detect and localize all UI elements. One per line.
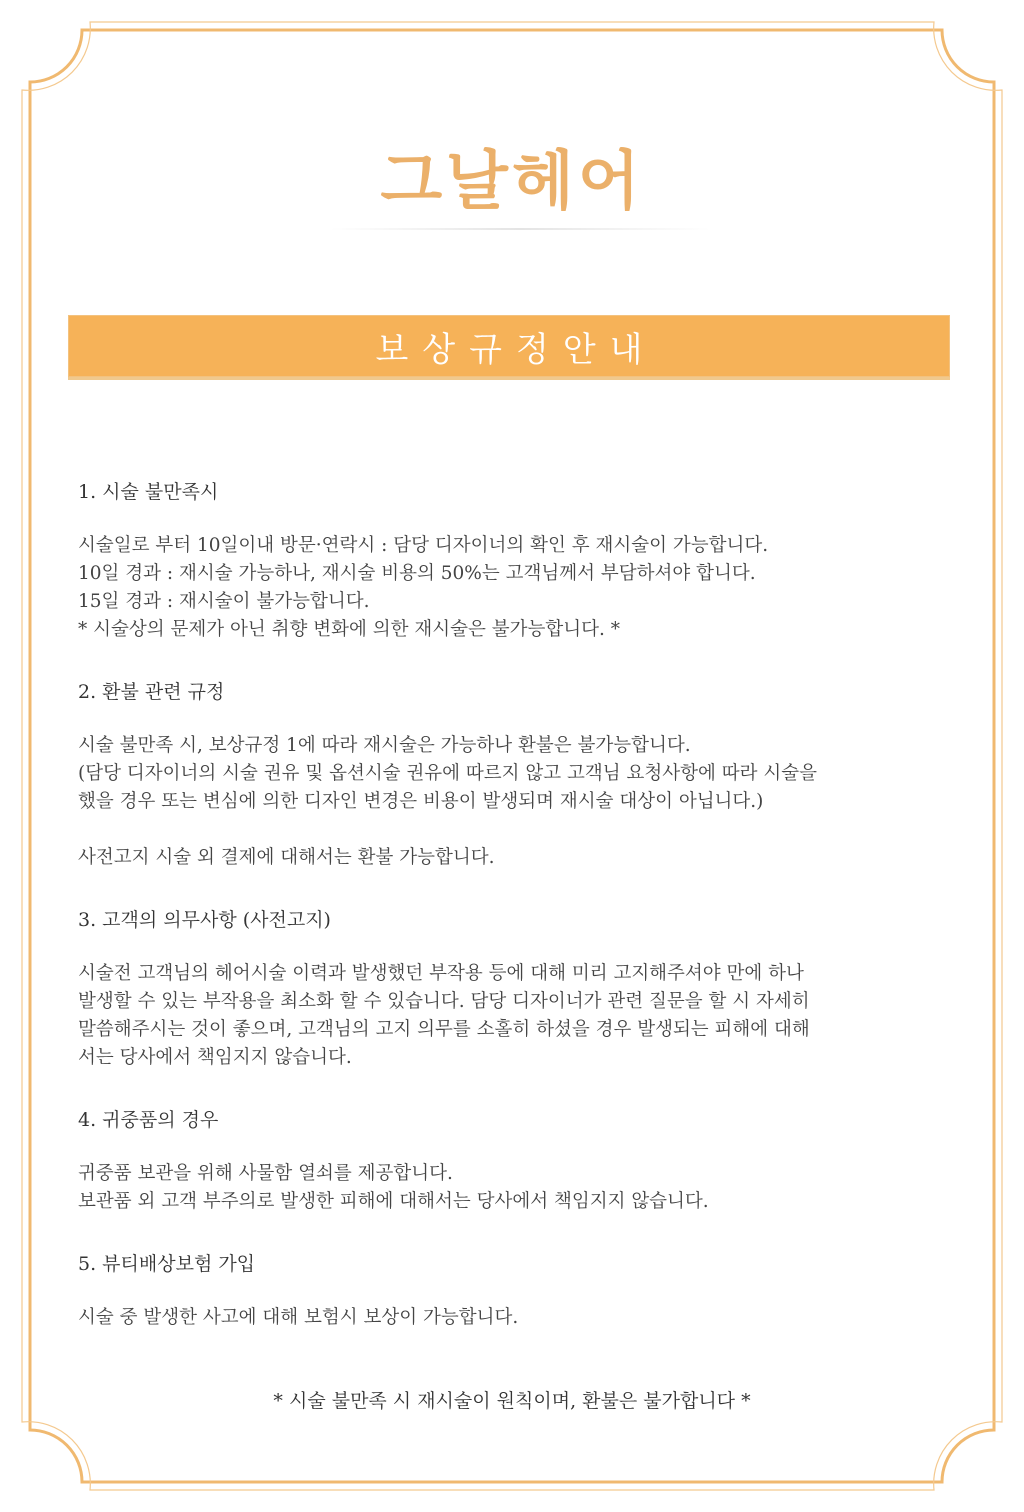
section-line: 했을 경우 또는 변심에 의한 디자인 변경은 비용이 발생되며 재시술 대상이 아닙니다.) xyxy=(78,791,764,812)
section-customer-duty xyxy=(78,906,958,1072)
footer-note: * 시술 불만족 시 재시술이 원칙이며, 환불은 불가합니다 * xyxy=(273,1390,751,1412)
section-line: 시술일로 부터 10일이내 방문·연락시 : 담당 디자이너의 확인 후 재시술이 가능합니다. xyxy=(78,535,769,556)
section-title: 2. 환불 관련 규정 xyxy=(78,681,225,703)
section-valuables xyxy=(78,1106,958,1216)
section-dissatisfaction xyxy=(78,478,958,644)
logo-underline xyxy=(330,228,710,230)
section-line: 서는 당사에서 책임지지 않습니다. xyxy=(78,1047,352,1068)
section-insurance xyxy=(78,1250,958,1332)
policy-content xyxy=(78,478,958,1366)
section-refund xyxy=(78,678,958,872)
page-title: 보상규정안내 xyxy=(375,329,657,370)
section-title: 4. 귀중품의 경우 xyxy=(78,1109,219,1131)
section-line: 말씀해주시는 것이 좋으며, 고객님의 고지 의무를 소홀히 하셨을 경우 발생되는 피해에 대해 xyxy=(78,1019,810,1040)
section-line: 시술 불만족 시, 보상규정 1에 따라 재시술은 가능하나 환불은 불가능합니다. xyxy=(78,735,691,756)
section-line: 10일 경과 : 재시술 가능하나, 재시술 비용의 50%는 고객님께서 부담하셔야 합니다. xyxy=(78,563,756,584)
section-line: 시술전 고객님의 헤어시술 이력과 발생했던 부작용 등에 대해 미리 고지해주셔야 만에 하나 xyxy=(78,963,804,984)
section-line: * 시술상의 문제가 아닌 취향 변화에 의한 재시술은 불가능합니다. * xyxy=(78,619,620,640)
title-banner xyxy=(68,315,950,380)
section-line: 보관품 외 고객 부주의로 발생한 피해에 대해서는 당사에서 책임지지 않습니다. xyxy=(78,1191,709,1212)
section-line: 시술 중 발생한 사고에 대해 보험시 보상이 가능합니다. xyxy=(78,1307,519,1328)
section-title: 5. 뷰티배상보험 가입 xyxy=(78,1253,256,1275)
section-line: 귀중품 보관을 위해 사물함 열쇠를 제공합니다. xyxy=(78,1163,453,1184)
section-line: 사전고지 시술 외 결제에 대해서는 환불 가능합니다. xyxy=(78,847,495,868)
section-line: 발생할 수 있는 부작용을 최소화 할 수 있습니다. 담당 디자이너가 관련 질문을 할 시 자세히 xyxy=(78,991,810,1012)
brand-logo: 그날헤어 xyxy=(380,145,644,219)
section-line: 15일 경과 : 재시술이 불가능합니다. xyxy=(78,591,370,612)
section-line: (담당 디자이너의 시술 권유 및 옵션시술 권유에 따르지 않고 고객님 요청사항에 따라 시술을 xyxy=(78,763,818,784)
section-title: 1. 시술 불만족시 xyxy=(78,481,219,503)
section-title: 3. 고객의 의무사항 (사전고지) xyxy=(78,909,331,931)
